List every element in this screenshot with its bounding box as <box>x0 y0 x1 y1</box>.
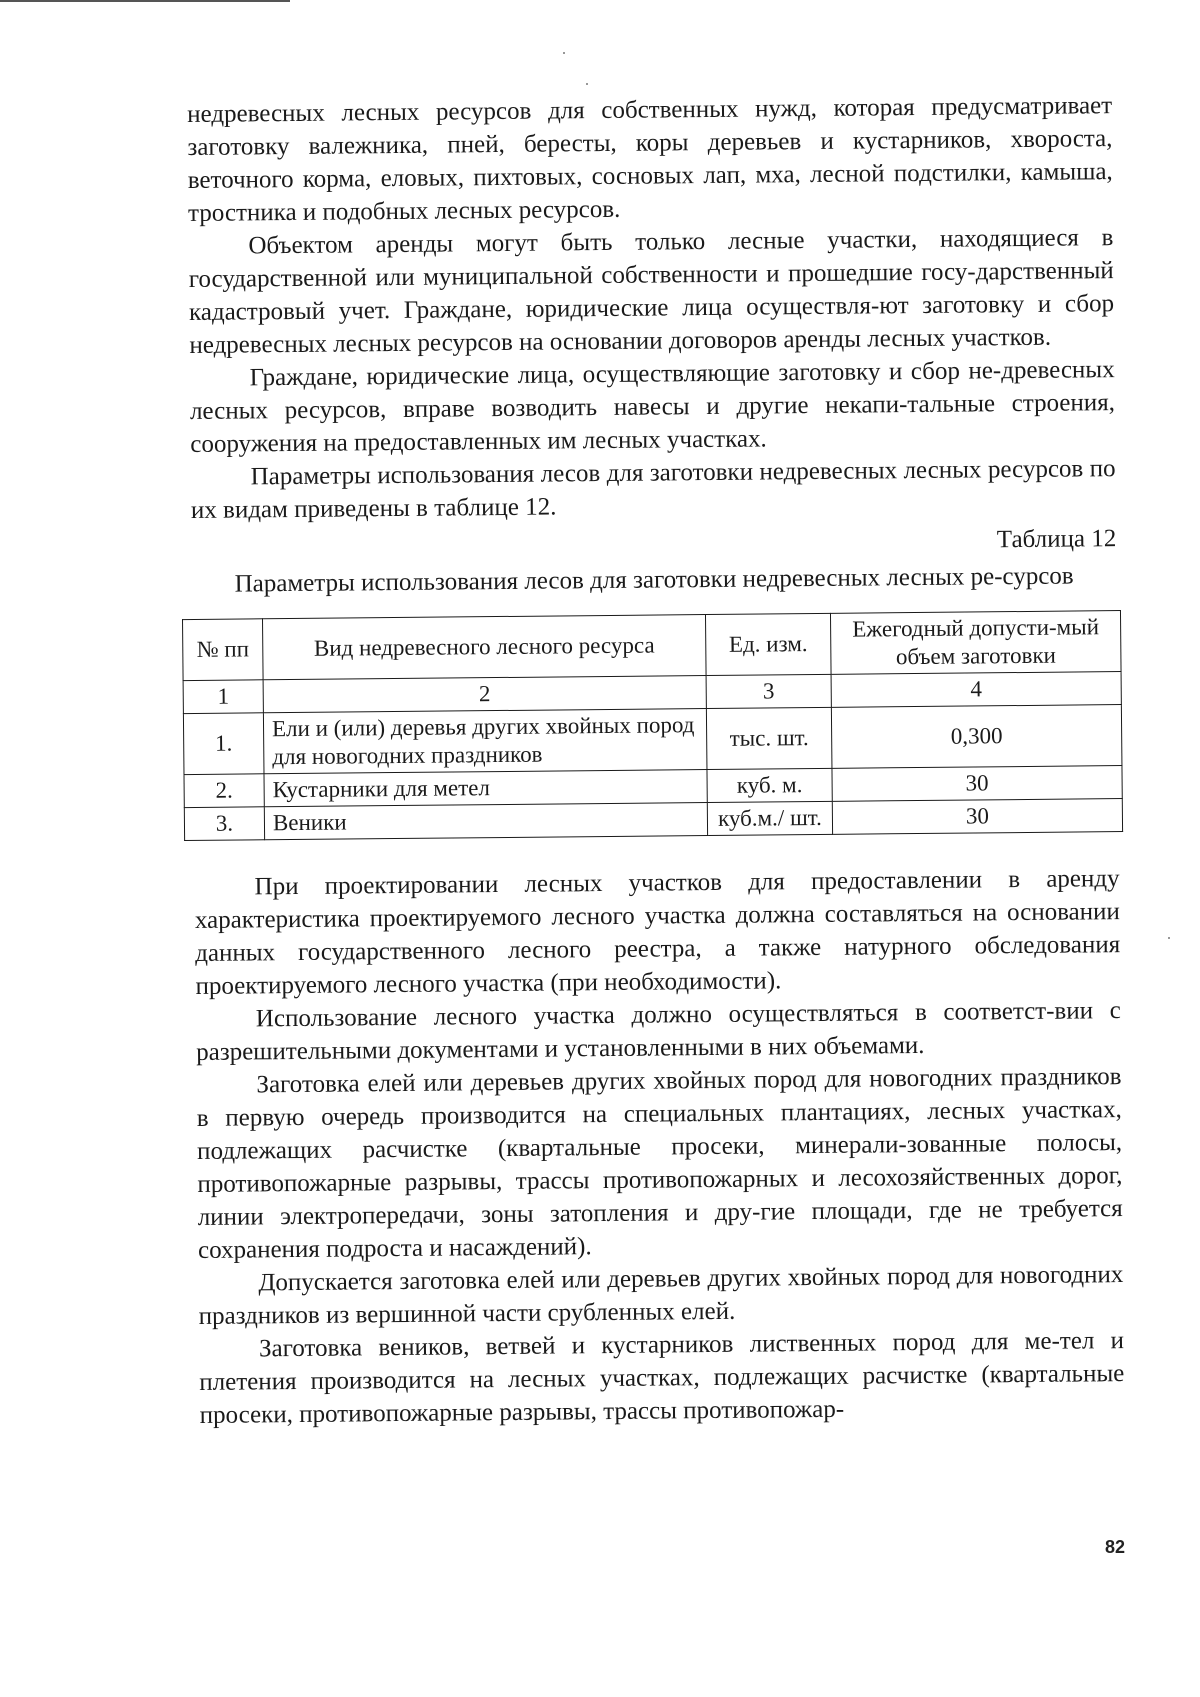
row-num: 2. <box>184 774 264 808</box>
header-num: № пп <box>183 619 264 681</box>
index-cell: 4 <box>831 672 1121 708</box>
row-volume: 30 <box>832 766 1122 802</box>
header-kind: Вид недревесного лесного ресурса <box>263 615 707 680</box>
scan-edge-line <box>0 0 290 2</box>
row-volume: 0,300 <box>831 705 1122 769</box>
paragraph-brooms: Заготовка веников, ветвей и кустарников лиственных пород для ме-тел и плетения производится на лесных участках, подлежащих расчистке (квартальные просеки, противопожарные разрывы, трассы противопожар- <box>199 1327 1125 1429</box>
scan-speck <box>563 52 565 54</box>
row-num: 1. <box>183 713 264 775</box>
scan-speck <box>586 83 588 85</box>
paragraph-lease-object: Объектом аренды могут быть только лесные участки, находящиеся в государственной или муниципальной собственности и прошедшие госу-дарственный кадастровый учет. Граждане, юридические лица осуществля-ют заготовку и сбор недревесных лесных ресурсов на основании договоров аренды лесных участков. <box>188 224 1115 359</box>
page-number: 82 <box>1105 1537 1126 1557</box>
paragraph-continuation: недревесных лесных ресурсов для собственных нужд, которая предусматривает заготовку валежника, пней, бересты, коры деревьев и кустарников, хвороста, веточного корма, еловых, пихтовых, сосновых лап, мха, лесной подстилки, камыша, тростника и подобных лесных ресурсов. <box>187 92 1113 227</box>
row-kind: Веники <box>264 803 707 840</box>
paragraph-spruce-harvest: Заготовка елей или деревьев других хвойных пород для новогодних праздников в первую очередь производится на специальных плантациях, лесных участках, подлежащих расчистке (квартальные просеки, минерали-зованные полосы, противопожарные разрывы, трассы противопожарных и лесохозяйственных дорог, линии электропередачи, зоны затопления и дру-гие площади, где не требуется сохранения подроста и насаждений). <box>196 1063 1123 1264</box>
row-unit: тыс. шт. <box>706 707 832 769</box>
paragraph-usage: Использование лесного участка должно осуществляться в соответст-вии с разрешительными документами и установленными в них объемами. <box>196 997 1121 1066</box>
table-header-row <box>183 611 1122 681</box>
paragraph-table-reference: Параметры использования лесов для заготовки недревесных лесных ресурсов по их видам приведены в таблице 12. <box>190 455 1116 524</box>
resources-table <box>182 610 1123 841</box>
table-number: Таблица 12 <box>996 525 1117 554</box>
index-cell: 1 <box>183 680 263 714</box>
header-volume: Ежегодный допусти-мый объем заготовки <box>830 611 1121 675</box>
index-cell: 3 <box>706 674 831 708</box>
scan-speck <box>1168 937 1170 939</box>
index-cell: 2 <box>263 676 706 713</box>
paragraph-tops: Допускается заготовка елей или деревьев других хвойных пород для новогодних праздников из вершинной части срубленных елей. <box>198 1261 1124 1330</box>
paragraph-structures: Граждане, юридические лица, осуществляющие заготовку и сбор не-древесных лесных ресурсов, вправе возводить навесы и другие некапи-тальные строения, сооружения на предоставленных им лесных участках. <box>189 356 1116 458</box>
row-num: 3. <box>184 807 264 841</box>
table-title: Параметры использования лесов для заготовки недревесных лесных ре-сурсов <box>234 562 1074 598</box>
row-unit: куб. м. <box>707 768 832 802</box>
row-volume: 30 <box>832 799 1122 835</box>
row-kind: Ели и (или) деревья других хвойных пород для новогодних праздников <box>263 709 707 774</box>
row-unit: куб.м./ шт. <box>707 801 832 835</box>
header-unit: Ед. изм. <box>705 613 831 675</box>
table-row <box>183 705 1122 775</box>
document-page <box>187 89 1125 1432</box>
paragraph-design: При проектировании лесных участков для предоставлении в аренду характеристика проектируемого лесного участка должна составляться на основании данных государственного лесного реестра, а также натурного обследования проектируемого лесного участка (при необходимости). <box>194 865 1121 1000</box>
row-kind: Кустарники для метел <box>264 770 707 807</box>
